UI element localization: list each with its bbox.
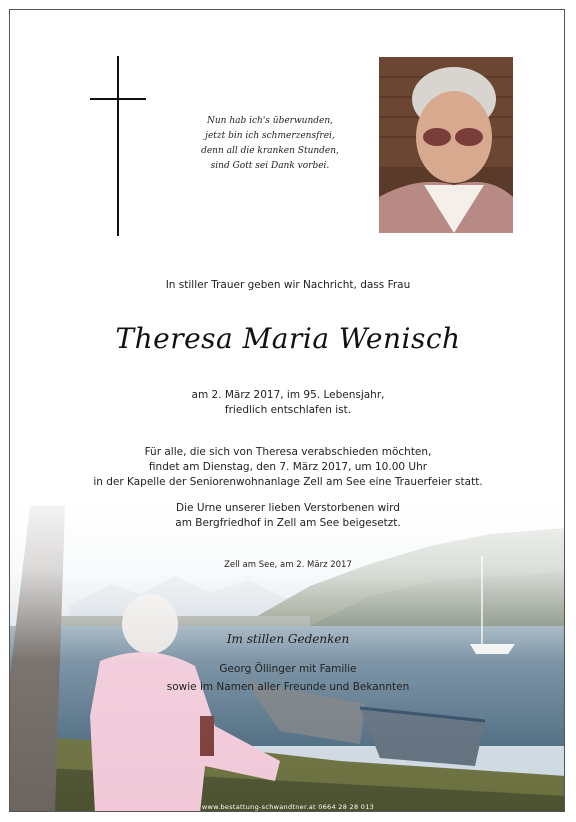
poem-line: Nun hab ich's überwunden, <box>206 116 333 126</box>
urn-info <box>10 501 565 531</box>
intro-text: In stiller Trauer geben wir Nachricht, dass Frau <box>165 279 411 291</box>
poem-line: sind Gott sei Dank vorbei. <box>210 161 330 171</box>
ceremony-info <box>10 445 565 490</box>
portrait-photo <box>379 57 513 233</box>
poem-line: denn all die kranken Stunden, <box>201 146 339 156</box>
ceremony-line: findet am Dienstag, den 7. März 2017, um 10.00 Uhr <box>148 461 428 473</box>
place-date: Zell am See, am 2. März 2017 <box>224 560 352 570</box>
death-info <box>10 388 565 418</box>
ceremony-line: in der Kapelle der Seniorenwohnanlage Zell am See eine Trauerfeier statt. <box>93 476 483 488</box>
obituary-card <box>9 9 565 812</box>
poem <box>170 114 370 174</box>
urn-line: Die Urne unserer lieben Verstorbenen wird <box>176 502 400 514</box>
memory-heading: Im stillen Gedenken <box>226 632 350 646</box>
poem-line: jetzt bin ich schmerzensfrei, <box>205 131 335 141</box>
urn-line: am Bergfriedhof in Zell am See beigesetzt. <box>175 517 401 529</box>
mourner-line: Georg Öllinger mit Familie <box>219 663 357 675</box>
ceremony-line: Für alle, die sich von Theresa verabschieden möchten, <box>144 446 432 458</box>
cross-icon <box>90 56 146 236</box>
death-info-line: am 2. März 2017, im 95. Lebensjahr, <box>191 389 385 401</box>
mourners <box>10 660 565 696</box>
mourner-line: sowie im Namen aller Freunde und Bekannten <box>166 681 410 693</box>
deceased-name: Theresa Maria Wenisch <box>115 322 461 355</box>
footer-contact: www.bestattung-schwandtner.at 0664 28 28 013 <box>201 803 375 811</box>
death-info-line: friedlich entschlafen ist. <box>224 404 352 416</box>
